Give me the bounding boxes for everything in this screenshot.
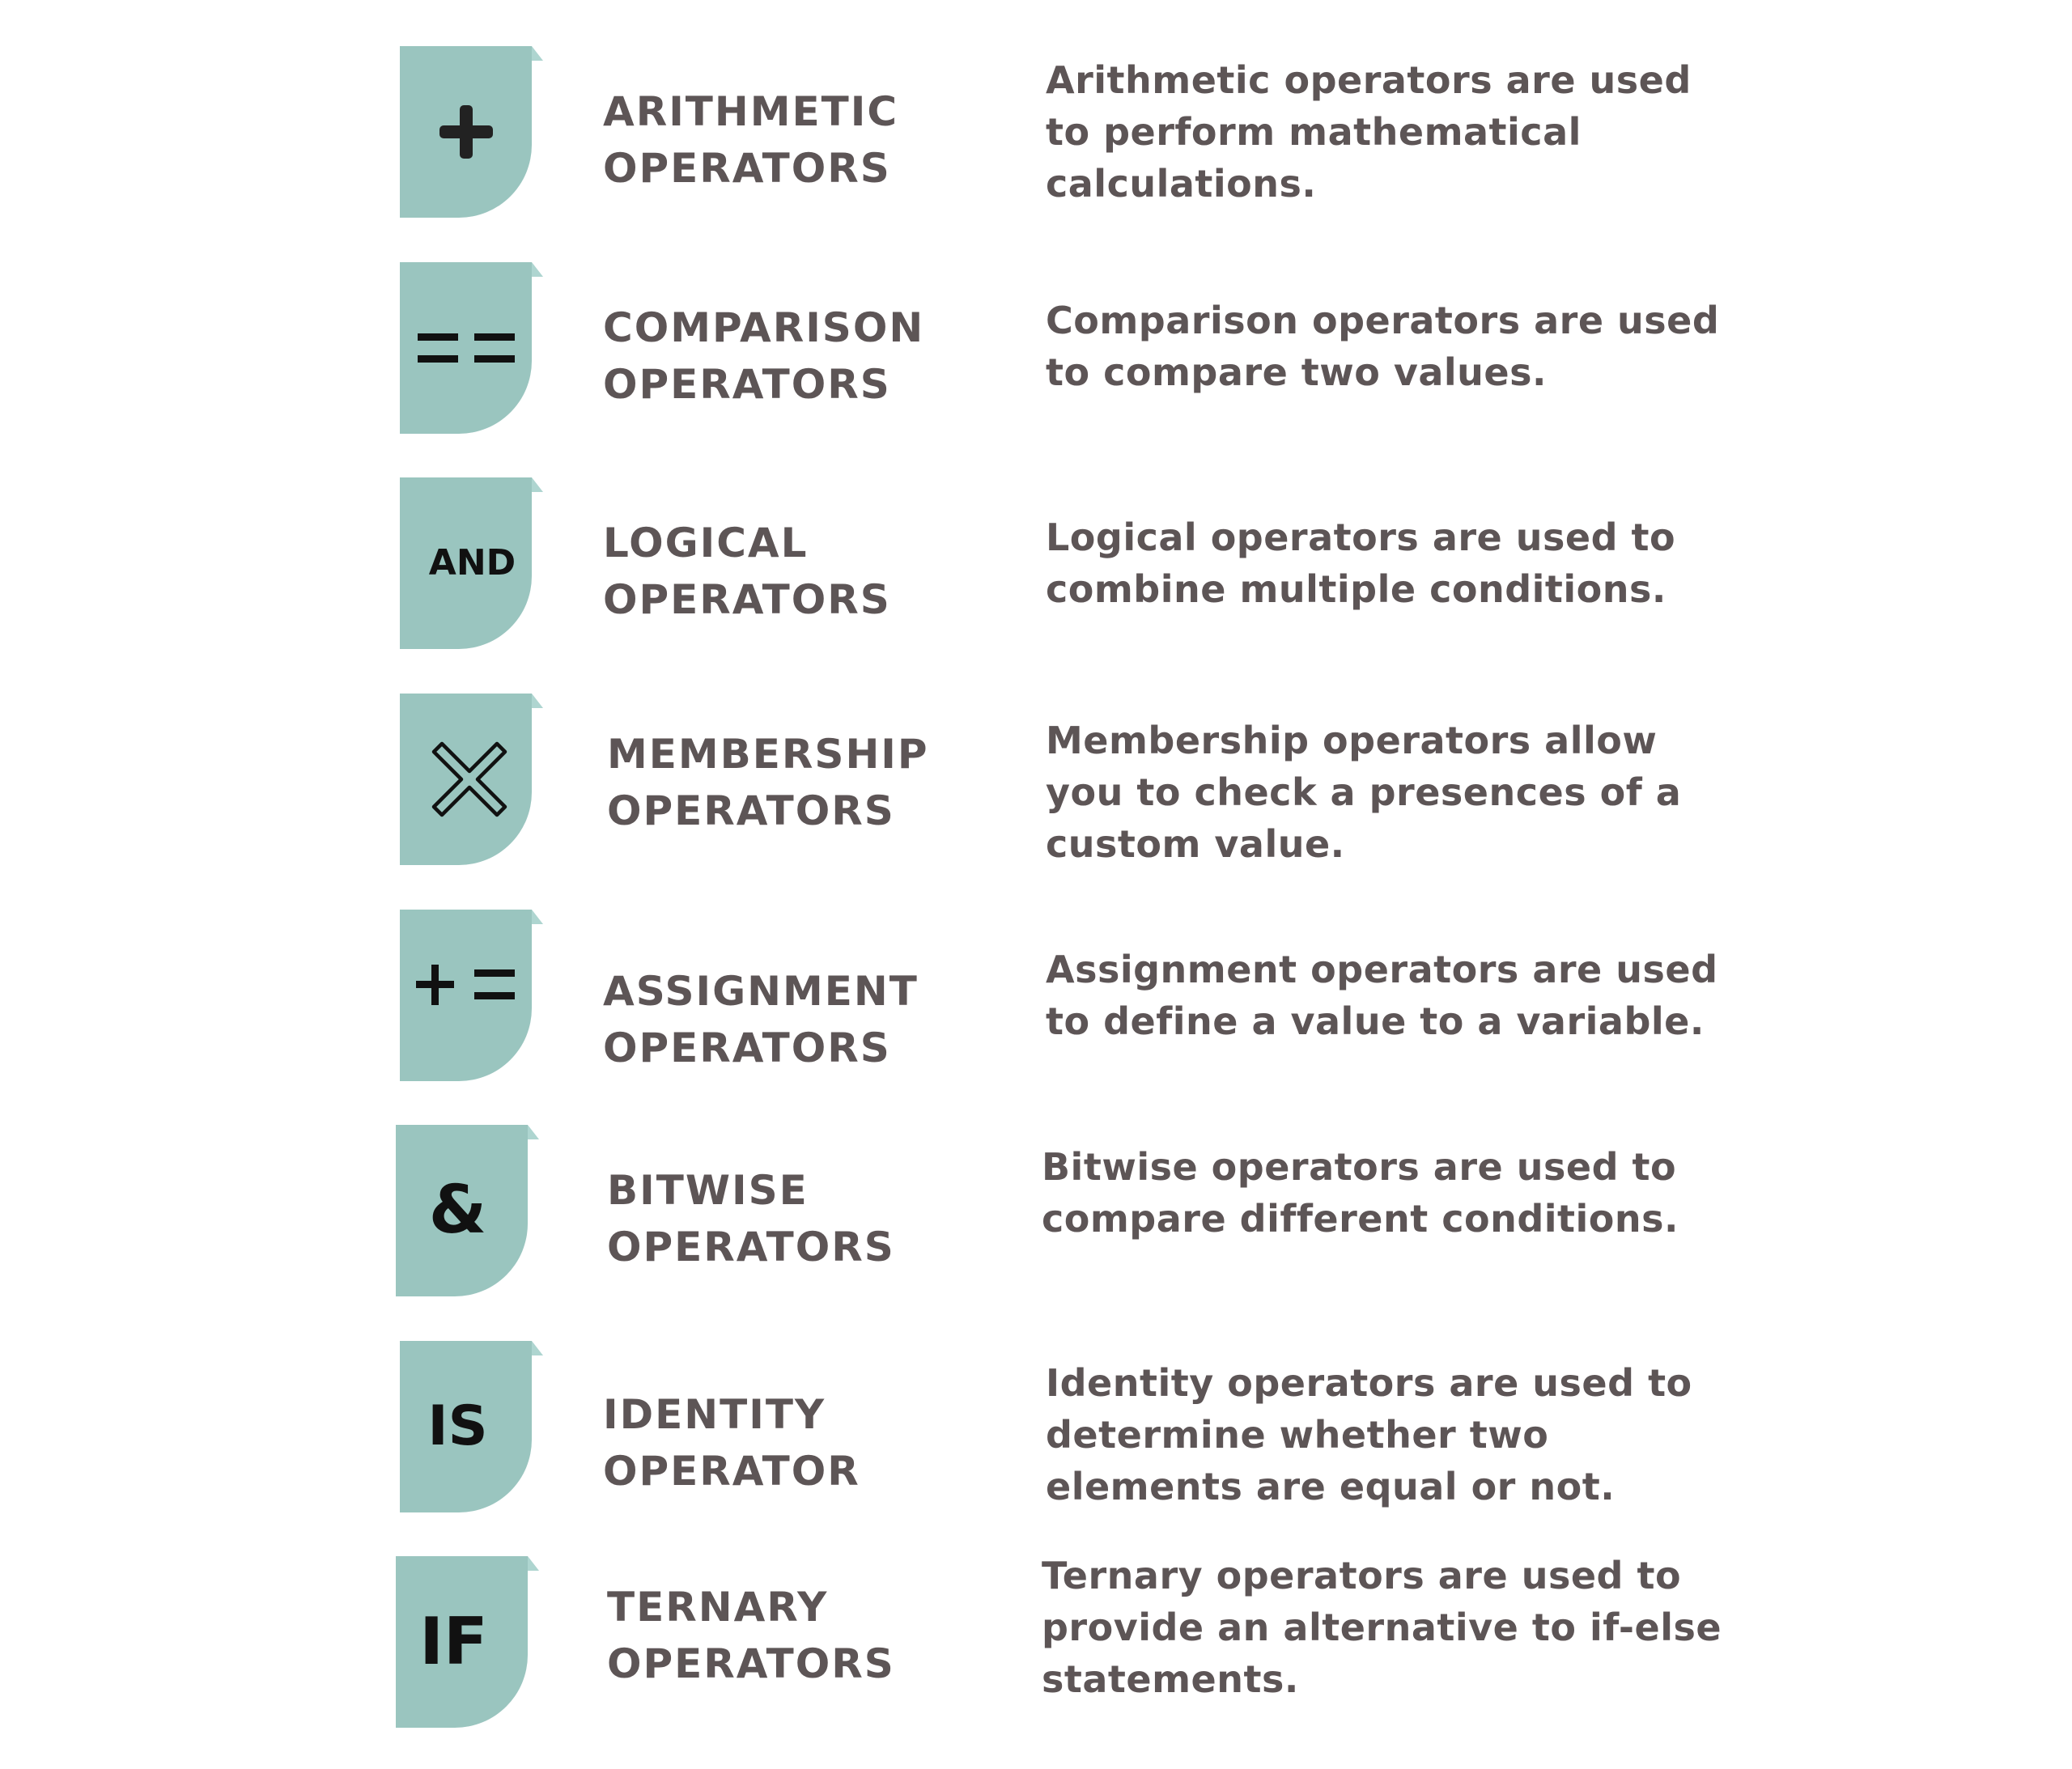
operator-row-comparison xyxy=(0,262,2072,434)
operator-title xyxy=(607,1162,963,1275)
operator-description xyxy=(1046,715,1742,870)
operator-row-identity xyxy=(0,1341,2072,1512)
plus-icon xyxy=(400,46,532,218)
title-line: OPERATORS xyxy=(603,145,891,192)
description-line: Bitwise operators are used to xyxy=(1042,1145,1677,1189)
description-line: compare different conditions. xyxy=(1042,1197,1679,1241)
operator-description xyxy=(1046,944,1742,1047)
operator-row-arithmetic xyxy=(0,46,2072,218)
operator-title xyxy=(603,1386,959,1500)
operator-description xyxy=(1046,511,1742,615)
operator-tile xyxy=(400,910,543,1081)
operator-tile xyxy=(400,477,543,649)
operator-tile xyxy=(396,1125,539,1296)
and-text-icon: AND xyxy=(428,542,516,583)
operator-tile xyxy=(400,694,543,865)
title-line: TERNARY xyxy=(607,1584,829,1631)
description-line: Identity operators are used to xyxy=(1046,1361,1692,1405)
title-line: ASSIGNMENT xyxy=(603,968,919,1015)
title-line: OPERATORS xyxy=(603,1024,891,1071)
title-line: MEMBERSHIP xyxy=(607,731,929,778)
description-line: statements. xyxy=(1042,1657,1299,1701)
operator-description xyxy=(1042,1141,1738,1245)
operator-title xyxy=(607,726,963,839)
description-line: custom value. xyxy=(1046,822,1345,866)
operator-title xyxy=(603,963,959,1076)
description-line: to compare two values. xyxy=(1046,350,1547,394)
description-line: calculations. xyxy=(1046,162,1317,206)
description-line: you to check a presences of a xyxy=(1046,770,1682,814)
title-line: ARITHMETIC xyxy=(603,88,899,135)
is-text-icon: IS xyxy=(427,1394,488,1458)
description-line: determine whether two xyxy=(1046,1413,1549,1457)
description-line: Assignment operators are used xyxy=(1046,948,1718,991)
if-text-icon: IF xyxy=(419,1604,488,1679)
operator-row-ternary xyxy=(0,1556,2072,1728)
operator-description xyxy=(1046,295,1742,398)
title-line: OPERATORS xyxy=(603,576,891,623)
operator-tile xyxy=(400,262,543,434)
operator-title xyxy=(603,83,959,197)
description-line: combine multiple conditions. xyxy=(1046,567,1667,611)
operator-description xyxy=(1046,1357,1742,1512)
description-line: Ternary operators are used to xyxy=(1042,1554,1682,1597)
operator-row-assignment xyxy=(0,910,2072,1081)
operator-title xyxy=(607,1579,963,1692)
title-line: BITWISE xyxy=(607,1167,809,1214)
ampersand-icon: & xyxy=(428,1172,487,1249)
operator-row-bitwise xyxy=(0,1125,2072,1296)
operator-description xyxy=(1042,1550,1738,1705)
title-line: OPERATORS xyxy=(607,1640,895,1687)
plus-equals-icon xyxy=(400,910,532,1081)
title-line: OPERATORS xyxy=(607,787,895,834)
title-line: COMPARISON xyxy=(603,304,925,351)
title-line: LOGICAL xyxy=(603,520,809,566)
operator-tile xyxy=(400,1341,543,1512)
double-equals-icon xyxy=(400,262,532,434)
title-line: OPERATOR xyxy=(603,1448,860,1495)
description-line: provide an alternative to if-else xyxy=(1042,1606,1722,1649)
title-line: OPERATORS xyxy=(607,1224,895,1271)
operator-tile xyxy=(396,1556,539,1728)
operator-row-membership xyxy=(0,694,2072,865)
title-line: IDENTITY xyxy=(603,1391,826,1438)
description-line: Logical operators are used to xyxy=(1046,515,1676,559)
title-line: OPERATORS xyxy=(603,361,891,408)
cross-outline-icon xyxy=(400,694,532,865)
operator-title xyxy=(603,299,959,413)
description-line: elements are equal or not. xyxy=(1046,1465,1616,1508)
operator-tile xyxy=(400,46,543,218)
description-line: Membership operators allow xyxy=(1046,719,1658,762)
description-line: Arithmetic operators are used xyxy=(1046,58,1692,102)
description-line: to perform mathematical xyxy=(1046,110,1582,154)
operator-title xyxy=(603,515,959,628)
operator-description xyxy=(1046,54,1742,210)
description-line: Comparison operators are used xyxy=(1046,299,1720,342)
operator-row-logical xyxy=(0,477,2072,649)
description-line: to define a value to a variable. xyxy=(1046,999,1705,1043)
